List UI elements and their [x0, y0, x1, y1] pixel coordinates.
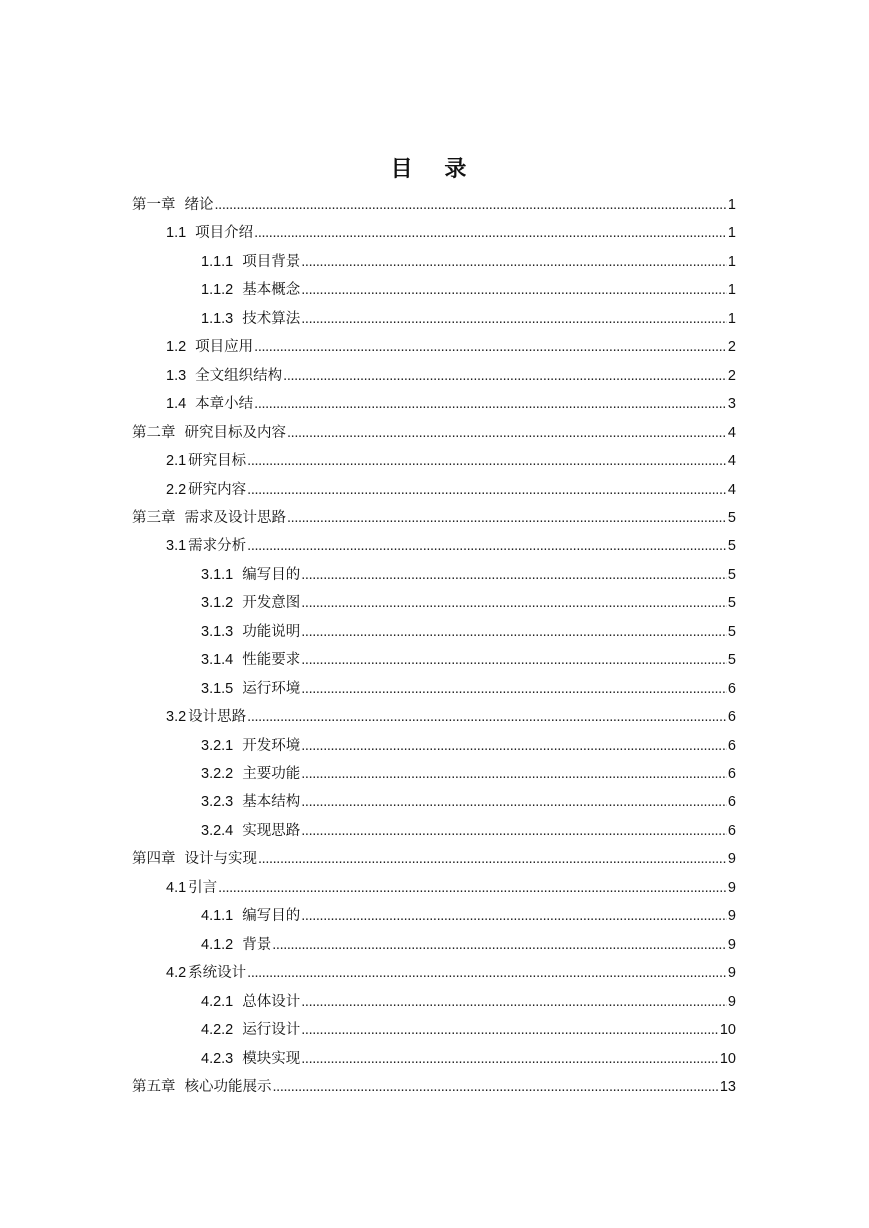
toc-entry-number: 第四章	[132, 851, 176, 868]
toc-dot-leader	[301, 1045, 719, 1073]
toc-entry-title: 背景	[242, 936, 272, 953]
toc-entry-page: 6	[727, 709, 736, 726]
toc-entry-number: 1.1	[166, 225, 187, 242]
toc-entry-number: 4.2	[166, 965, 187, 982]
toc-entry-title: 设计思路	[188, 709, 247, 726]
toc-entry-page: 10	[719, 1050, 736, 1067]
toc-entry-title: 功能说明	[242, 623, 301, 640]
toc-dot-leader	[301, 902, 727, 930]
toc-entry-number: 4.1.2	[201, 936, 234, 953]
toc-entry-page: 1	[727, 253, 736, 270]
toc-entry-number: 1.2	[166, 339, 187, 356]
toc-entry-number: 第一章	[132, 197, 176, 213]
toc-entry-page: 1	[727, 310, 736, 327]
toc-entry-number: 4.1.1	[201, 908, 234, 925]
toc-entry[interactable]	[201, 1016, 736, 1044]
toc-entry-page: 1	[727, 225, 736, 242]
toc-entry-title: 实现思路	[242, 822, 301, 839]
toc-entry-title: 需求分析	[188, 538, 247, 555]
toc-entry-page: 9	[727, 908, 736, 925]
toc-entry-title: 运行环境	[242, 680, 301, 697]
toc-entry[interactable]	[201, 646, 736, 674]
toc-entry[interactable]	[132, 191, 736, 219]
toc-entry[interactable]	[166, 532, 736, 560]
toc-entry-title: 本章小结	[195, 396, 254, 413]
toc-entry[interactable]	[166, 362, 736, 390]
toc-entry-page: 6	[727, 737, 736, 754]
toc-dot-leader	[301, 788, 727, 816]
toc-entry-number: 3.1.2	[201, 595, 234, 612]
toc-entry[interactable]	[166, 390, 736, 418]
toc-entry[interactable]	[201, 988, 736, 1016]
toc-dot-leader	[215, 191, 727, 219]
toc-entry-title: 开发意图	[242, 595, 301, 612]
toc-entry-page: 2	[727, 339, 736, 356]
toc-entry-number: 4.2.1	[201, 993, 234, 1010]
toc-entry-number: 4.2.3	[201, 1050, 234, 1067]
toc-dot-leader	[301, 760, 727, 788]
toc-entry-number: 第五章	[132, 1078, 176, 1095]
toc-dot-leader	[247, 447, 727, 475]
toc-entry-title: 技术算法	[242, 310, 301, 327]
toc-entry-page: 9	[727, 851, 736, 868]
toc-entry-title: 研究内容	[188, 481, 247, 498]
toc-entry-title: 性能要求	[242, 652, 301, 669]
toc-entry[interactable]	[201, 675, 736, 703]
toc-entry-page: 9	[727, 879, 736, 896]
toc-entry-number: 1.3	[166, 367, 187, 384]
toc-dot-leader	[247, 703, 727, 731]
toc-entry-number: 第三章	[132, 509, 176, 526]
toc-dot-leader	[301, 276, 727, 304]
toc-dot-leader	[287, 419, 727, 447]
toc-dot-leader	[301, 248, 727, 276]
toc-dot-leader	[301, 988, 727, 1016]
toc-entry-number: 1.1.3	[201, 310, 234, 327]
toc-entry-number: 4.1	[166, 879, 187, 896]
toc-entry-page: 6	[727, 766, 736, 782]
toc-entry-number: 1.4	[166, 396, 187, 413]
toc-dot-leader	[273, 1073, 719, 1101]
toc-entry-title: 编写目的	[242, 566, 301, 583]
toc-entry-page: 5	[727, 509, 736, 526]
toc-entry-number: 第二章	[132, 424, 176, 441]
toc-entry-number: 3.2	[166, 709, 187, 726]
toc-entry[interactable]	[166, 476, 736, 504]
toc-entry-number: 3.2.4	[201, 822, 234, 839]
toc-entry[interactable]	[201, 276, 736, 304]
toc-entry-page: 2	[727, 367, 736, 384]
toc-entry-title: 基本结构	[242, 794, 301, 811]
toc-dot-leader	[247, 476, 727, 504]
toc-entry-number: 3.1.3	[201, 623, 234, 640]
toc-entry-page: 10	[719, 1022, 736, 1039]
toc-entry-number: 4.2.2	[201, 1022, 234, 1039]
toc-entry[interactable]	[132, 845, 736, 873]
toc-entry-title: 研究目标	[188, 453, 247, 470]
toc-dot-leader	[247, 959, 727, 987]
toc-entry-number: 1.1.2	[201, 282, 234, 299]
toc-entry-page: 6	[727, 822, 736, 839]
toc-entry-number: 3.2.1	[201, 737, 234, 754]
toc-entry-page: 5	[727, 623, 736, 640]
toc-entry-title: 项目应用	[195, 339, 254, 356]
toc-entry-title: 基本概念	[242, 282, 301, 299]
toc-entry-title: 需求及设计思路	[184, 509, 286, 526]
toc-entry[interactable]	[166, 703, 736, 731]
toc-entry-page: 4	[727, 424, 736, 441]
toc-entry-title: 设计与实现	[184, 851, 257, 868]
toc-entry-page: 3	[727, 396, 736, 413]
toc-entry[interactable]	[201, 732, 736, 760]
toc-entry-title: 全文组织结构	[195, 367, 283, 384]
toc-entry-page: 5	[727, 538, 736, 555]
toc-entry-title: 系统设计	[188, 965, 247, 982]
toc-dot-leader	[254, 333, 727, 361]
toc-dot-leader	[287, 504, 727, 532]
toc-dot-leader	[218, 874, 727, 902]
toc-entry-page: 6	[727, 794, 736, 811]
toc-entry[interactable]	[201, 248, 736, 276]
toc-dot-leader	[301, 561, 727, 589]
toc-entry[interactable]	[201, 931, 736, 959]
toc-entry-title: 模块实现	[242, 1050, 301, 1067]
toc-entry-title: 运行设计	[242, 1022, 301, 1039]
toc-entry-title: 项目介绍	[195, 225, 254, 242]
toc-entry[interactable]	[201, 788, 736, 816]
toc-entry-title: 主要功能	[242, 766, 301, 782]
toc-dot-leader	[301, 1016, 719, 1044]
toc-dot-leader	[247, 532, 727, 560]
toc-entry-title: 总体设计	[242, 993, 301, 1010]
toc-entry-title: 引言	[188, 879, 218, 896]
toc-entry[interactable]	[201, 1045, 736, 1073]
toc-entry[interactable]	[201, 902, 736, 930]
toc-dot-leader	[301, 817, 727, 845]
toc-dot-leader	[301, 589, 727, 617]
toc-entry-page: 1	[727, 197, 736, 213]
toc-dot-leader	[254, 219, 727, 247]
toc-entry-title: 项目背景	[242, 253, 301, 270]
toc-entry-title: 编写目的	[242, 908, 301, 925]
toc-entry[interactable]	[201, 589, 736, 617]
toc-entry-page: 13	[719, 1078, 736, 1095]
toc-entry-title: 绪论	[184, 197, 214, 213]
page-title: 目 录	[390, 157, 479, 182]
toc-dot-leader	[272, 931, 727, 959]
toc-entry[interactable]	[166, 447, 736, 475]
toc-entry-number: 2.1	[166, 453, 187, 470]
toc-entry-number: 3.2.3	[201, 794, 234, 811]
toc-entry[interactable]	[201, 305, 736, 333]
toc-entry-title: 开发环境	[242, 737, 301, 754]
toc-entry-number: 1.1.1	[201, 253, 234, 270]
toc-dot-leader	[254, 390, 727, 418]
toc-dot-leader	[258, 845, 727, 873]
toc-dot-leader	[283, 362, 727, 390]
toc-entry-page: 4	[727, 453, 736, 470]
toc-entry[interactable]	[132, 1073, 736, 1101]
toc-entry[interactable]	[132, 504, 736, 532]
toc-entry[interactable]	[166, 333, 736, 361]
toc-dot-leader	[301, 675, 727, 703]
toc-entry[interactable]	[166, 959, 736, 987]
toc-entry-number: 3.2.2	[201, 766, 234, 782]
toc-entry-page: 1	[727, 282, 736, 299]
toc-dot-leader	[301, 646, 727, 674]
toc-entry-number: 2.2	[166, 481, 187, 498]
toc-entry-page: 9	[727, 965, 736, 982]
toc-entry-number: 3.1.1	[201, 566, 234, 583]
toc-entry[interactable]	[166, 874, 736, 902]
toc-entry-page: 5	[727, 595, 736, 612]
toc-entry[interactable]	[201, 618, 736, 646]
toc-entry-number: 3.1.5	[201, 680, 234, 697]
toc-entry[interactable]	[201, 760, 736, 788]
toc-dot-leader	[301, 618, 727, 646]
toc-entry-number: 3.1	[166, 538, 187, 555]
toc-entry-title: 核心功能展示	[184, 1078, 272, 1095]
toc-entry[interactable]	[166, 219, 736, 247]
toc-entry-page: 4	[727, 481, 736, 498]
toc-entry[interactable]	[201, 561, 736, 589]
toc-entry[interactable]	[201, 817, 736, 845]
toc-entry-page: 9	[727, 936, 736, 953]
toc-entry[interactable]	[132, 419, 736, 447]
toc-entry-page: 9	[727, 993, 736, 1010]
toc-entry-page: 6	[727, 680, 736, 697]
toc-entry-title: 研究目标及内容	[184, 424, 286, 441]
toc-dot-leader	[301, 305, 727, 333]
toc-entry-page: 5	[727, 566, 736, 583]
toc-entry-number: 3.1.4	[201, 652, 234, 669]
toc-dot-leader	[301, 732, 727, 760]
toc-entry-page: 5	[727, 652, 736, 669]
